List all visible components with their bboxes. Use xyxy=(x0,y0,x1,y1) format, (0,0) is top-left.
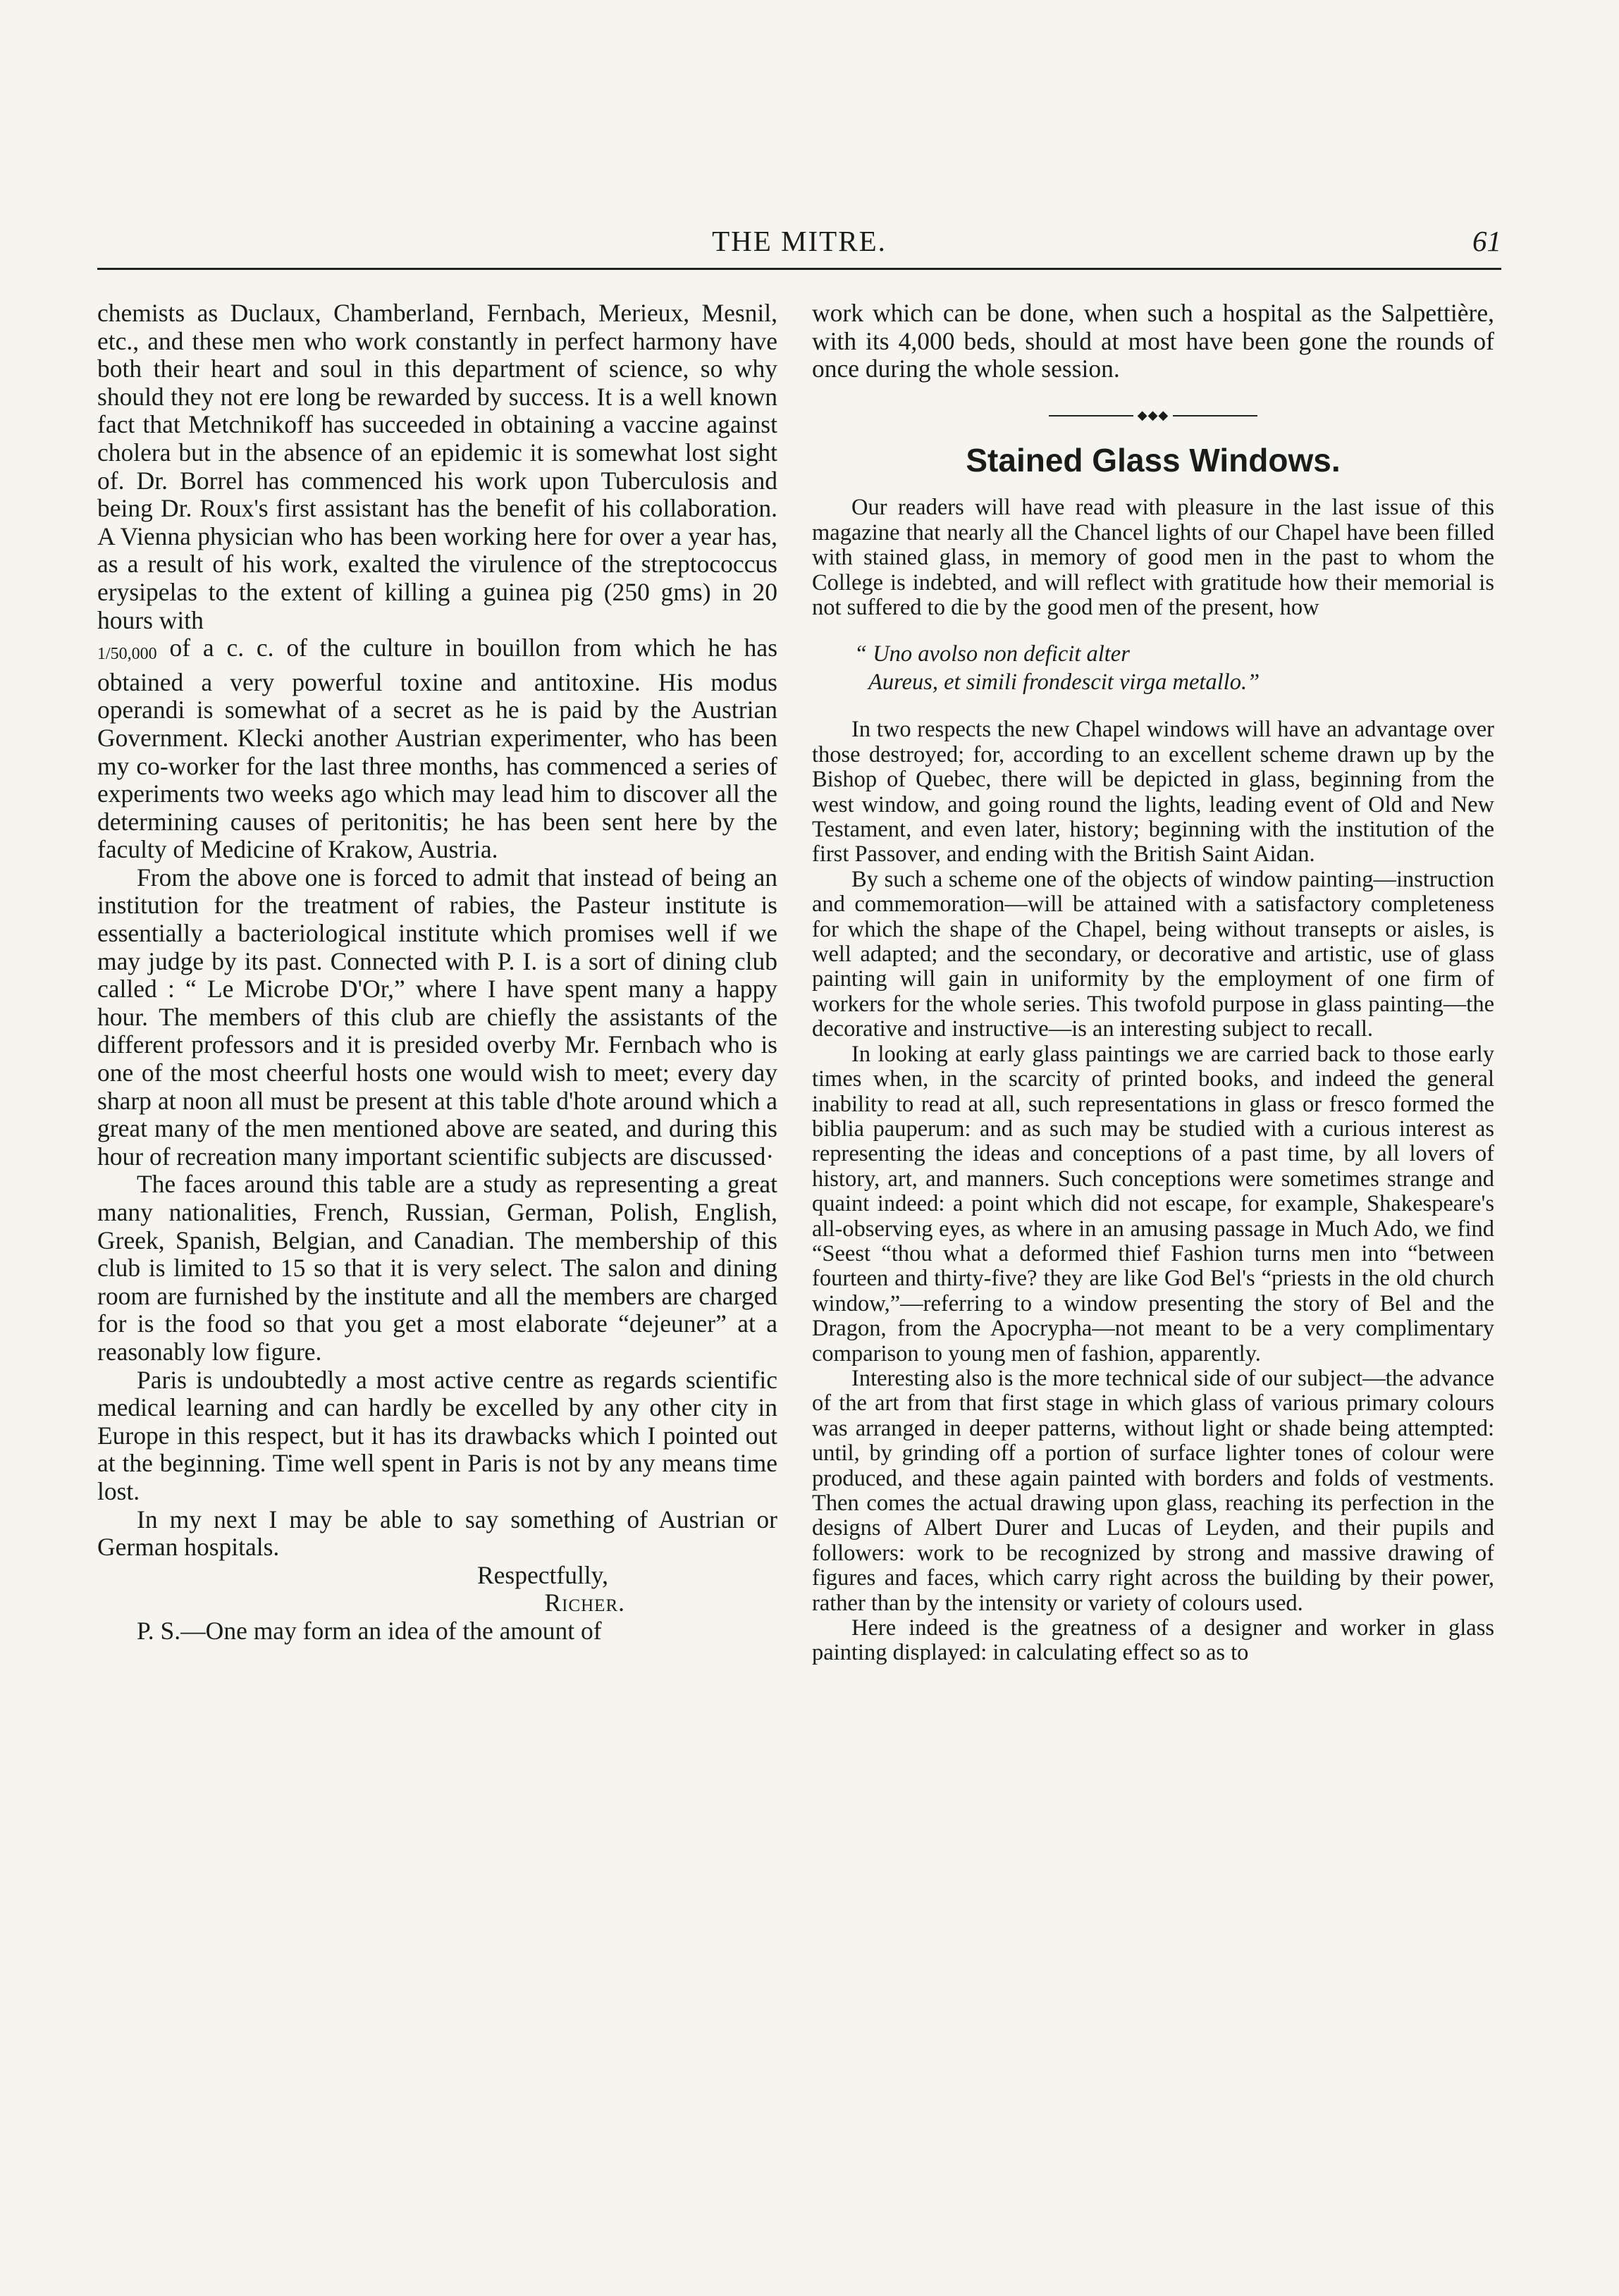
paragraph: Interesting also is the more technical side of our subject—the advance of the art from that first stage in which glass of various primary colours was arranged in deeper patterns, without light or shade being attempted: until, by grinding off a portion of surface lighter tones of colour were produced, and these again painted with borders and folds of vestments. Then comes the actual drawing upon glass, reaching its perfection in the designs of Albert Durer and Lucas of Leyden, and their pupils and followers: work to be recognized by strong and massive drawing of figures and faces, which carry right across the building by their power, rather than by the intensity or variety of colours used. xyxy=(812,1365,1494,1616)
paragraph: In two respects the new Chapel windows will have an advantage over those destroyed; for, according to an excellent scheme drawn up by the Bishop of Quebec, there will be depicted in glass, beginning from the west window, and going round the lights, leading event of Old and New Testament, and even later, history; beginning with the institution of the first Passover, and ending with the British Saint Aidan. xyxy=(812,717,1494,868)
section-divider xyxy=(812,402,1494,430)
paragraph: By such a scheme one of the objects of window painting—instruction and commemoration—will be attained with a satisfactory completeness for which the shape of the Chapel, being without transepts or aisles, is well adapted; and the secondary, or decorative and artistic, use of glass painting will gain in uniformity by the employment of one firm of workers for the whole series. This twofold purpose in glass painting—the decorative and instructive—is an interesting subject to recall. xyxy=(812,866,1494,1042)
signature: Richer. xyxy=(544,1588,625,1617)
postscript: P. S.—One may form an idea of the amount of xyxy=(137,1616,602,1645)
quote-line: Aureus, et simili frondescit virga metallo.” xyxy=(868,669,1260,696)
paragraph: chemists as Duclaux, Chamberland, Fernbach, Merieux, Mesnil, etc., and these men who work constantly in perfect harmony have both their heart and soul in this department of science, so why should they not ere long be rewarded by success. It is a well known fact that Metchnikoff has succeeded in obtaining a vaccine against cholera but in the absence of an epidemic it is somewhat lost sight of. Dr. Borrel has commenced his work upon Tuberculosis and being Dr. Roux's first assistant has the benefit of his collaboration. A Vienna physician who has been working here for over a year has, as a result of his work, exalted the virulence of the streptococcus erysipelas to the extent of killing a guinea pig (250 gms) in 20 hours with xyxy=(97,299,777,634)
article-intro: Our readers will have read with pleasure in the last issue of this magazine that nearly all the Chancel lights of our Chapel have been filled with stained glass, in memory of good men in the past to whom the College is indebted, and will reflect with gratitude how their memorial is not suffered to die by the good men of the present, how xyxy=(812,495,1494,620)
closing-salutation: Respectfully, xyxy=(477,1560,608,1589)
paragraph: In my next I may be able to say something of Austrian or German hospitals. xyxy=(97,1505,777,1562)
page-header xyxy=(97,224,1501,273)
paragraph: Paris is undoubtedly a most active centre as regards scientific medical learning and can hardly be excelled by any other city in Europe in this respect, but it has its drawbacks which I pointed out at the beginning. Time well spent in Paris is not by any means time lost. xyxy=(97,1365,777,1505)
latin-quote xyxy=(812,640,1494,696)
paragraph: From the above one is forced to admit that instead of being an institution for the treatment of rabies, the Pasteur institute is essentially a bacteriological institute which promises well if we may judge by its past. Connected with P. I. is a sort of dining club called : “ Le Microbe D'Or,” where I have spent many a happy hour. The members of this club are chiefly the assistants of the different professors and it is presided overby Mr. Fernbach who is one of the most cheerful hosts one would wish to meet; every day sharp at noon all must be present at this table d'hote around which a great many of the men mentioned above are seated, and during this hour of recreation many important scientific subjects are discussed· xyxy=(97,863,777,1171)
divider-line xyxy=(1173,415,1257,416)
paragraph: In looking at early glass paintings we are carried back to those early times when, in the scarcity of printed books, and indeed the general inability to read at all, such representations in glass or fresco formed the biblia pauperum: and as such may be studied with a curious interest as representing the ideas and conceptions of a past time, by all lovers of history, art, and manners. Such conceptions were sometimes strange and quaint indeed: a point which did not escape, for example, Shakespeare's all-observing eyes, as where in an amusing passage in Much Ado, we find “Seest “thou what a deformed thief Fashion turns men into “between fourteen and thirty-five? they are like God Bel's “priests in the old church window,”—referring to a window presenting the story of Bel and the Dragon, from the Apocrypha—not meant to be a very complimentary comparison to young men of fashion, apparently. xyxy=(812,1041,1494,1366)
article-title: Stained Glass Windows. xyxy=(966,441,1341,479)
running-title: THE MITRE. xyxy=(712,225,887,257)
diamond-ornament-icon: ◆◆◆ xyxy=(1137,407,1169,422)
divider-line xyxy=(1049,415,1133,416)
paragraph-with-fraction xyxy=(97,634,777,864)
continuation-paragraph: work which can be done, when such a hospital as the Salpettière, with its 4,000 beds, should at most have been gone the rounds of once during the whole session. xyxy=(812,299,1494,383)
paragraph: Here indeed is the greatness of a designer and worker in glass painting displayed: in calculating effect so as to xyxy=(812,1615,1494,1666)
left-column xyxy=(97,300,777,1646)
right-column xyxy=(812,300,1494,1666)
page-number: 61 xyxy=(1472,225,1501,257)
quote-line: “ Uno avolso non deficit alter xyxy=(854,641,1130,667)
paragraph-text: of a c. c. of the culture in bouillon from which he has obtained a very powerful toxine and antitoxine. His modus operandi is somewhat of a secret as he is paid by the Austrian Government. Klecki another Austrian experimenter, who has been my co-worker for the last three months, has commenced a series of experiments two weeks ago which may lead him to discover all the determining causes of peritonitis; he has been sent here by the faculty of Medicine of Krakow, Austria. xyxy=(97,634,778,864)
fraction: 1/50,000 xyxy=(97,645,157,664)
paragraph: The faces around this table are a study as representing a great many nationalities, French, Russian, German, Polish, English, Greek, Spanish, Belgian, and Canadian. The membership of this club is limited to 15 so that it is very select. The salon and dining room are furnished by the institute and all the members are charged for is the food so that you get a most elaborate “dejeuner” at a reasonably low figure. xyxy=(97,1170,777,1366)
header-rule xyxy=(97,268,1501,270)
